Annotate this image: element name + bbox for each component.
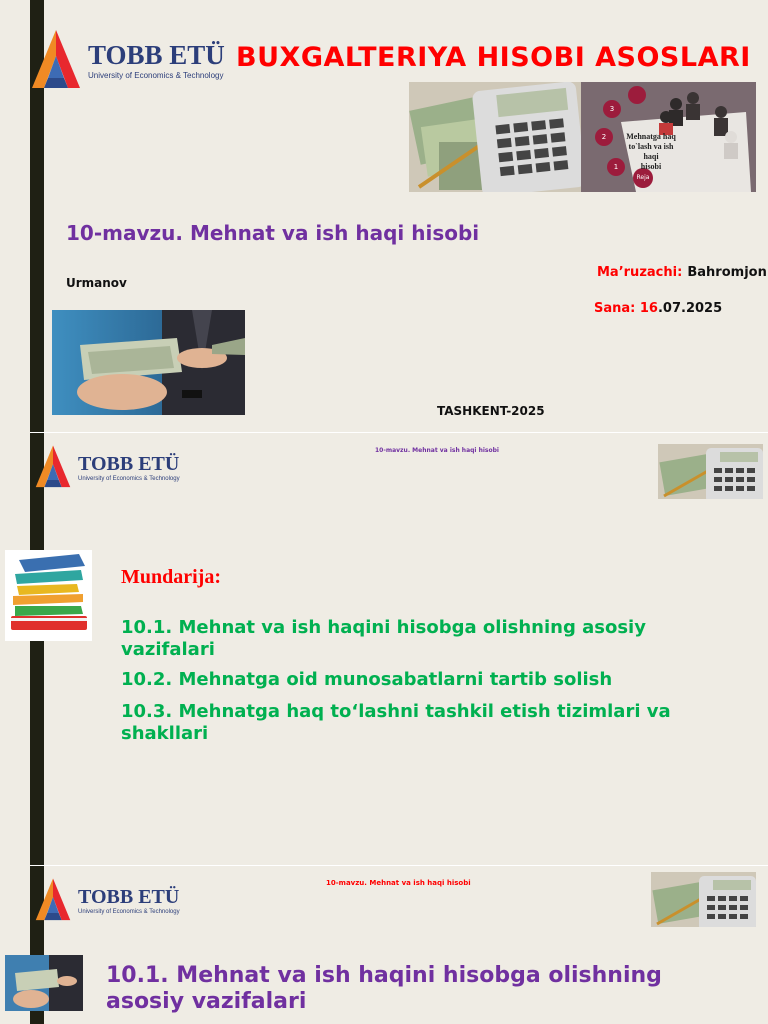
tobb-logo-mark-icon [30,28,82,92]
date-label: Sana: 16 [594,301,658,316]
toc-title: Mundarija: [121,566,221,588]
books-stack-image [5,550,92,641]
collage-caption-line2: to`lash va ish haqi [628,142,674,161]
calculator-thumbnail [658,444,763,499]
collage-reja: Reja [633,168,653,188]
logo-subtitle: University of Economics & Technology [78,475,180,482]
slide-divider [30,432,768,433]
toc-item-1: 10.1. Mehnat va ish haqini hisobga olishning asosiy vazifalari [121,617,646,660]
topic-heading: 10-mavzu. Mehnat va ish haqi hisobi [66,221,480,245]
logo-subtitle: University of Economics & Technology [78,908,180,915]
collage-circle-top-icon [628,86,646,104]
slide-header-topic: 10-mavzu. Mehnat va ish haqi hisobi [326,879,471,887]
date-line [594,297,722,316]
collage-number-1: 1 [607,158,625,176]
money-handover-thumbnail [5,955,83,1011]
toc-item-2: 10.2. Mehnatga oid munosabatlarni tartib solish [121,669,613,690]
collage-number-2: 2 [595,128,613,146]
toc-item-3: 10.3. Mehnatga haq to‘lashni tashkil etish tizimlari va shakllari [121,701,671,744]
city-year: TASHKENT-2025 [437,404,545,418]
calculator-thumbnail [651,872,756,927]
logo-name: TOBB ETÜ [78,452,180,475]
lecturer-line [597,261,767,280]
money-handover-image [52,310,245,415]
slide-header-topic: 10-mavzu. Mehnat va ish haqi hisobi [375,447,499,454]
date-value: .07.2025 [657,301,723,316]
section-title: 10.1. Mehnat va ish haqini hisobga olishning asosiy vazifalari [106,963,662,1014]
lecturer-last-name: Urmanov [66,276,127,290]
tobb-logo-mark-icon [34,877,72,923]
presentation-title: BUXGALTERIYA HISOBI ASOSLARI [236,42,751,73]
slide-divider [30,865,768,866]
logo-subtitle: University of Economics & Technology [88,71,224,80]
calculator-money-image [409,82,581,192]
lecturer-first-name: Bahromjon [687,265,767,280]
tobb-logo [34,444,180,490]
collage-caption-line1: Mehnatga haq [626,132,676,141]
logo-name: TOBB ETÜ [88,40,225,70]
collage-number-3: 3 [603,100,621,118]
collage-caption-line3: hisobi [640,162,662,171]
lecturer-label: Ma’ruzachi: [597,265,683,280]
tobb-logo [30,28,225,92]
logo-name: TOBB ETÜ [78,885,180,908]
tobb-logo [34,877,180,923]
left-spine-bar [30,0,44,1024]
tobb-logo-mark-icon [34,444,72,490]
meeting-collage-image [581,82,756,192]
